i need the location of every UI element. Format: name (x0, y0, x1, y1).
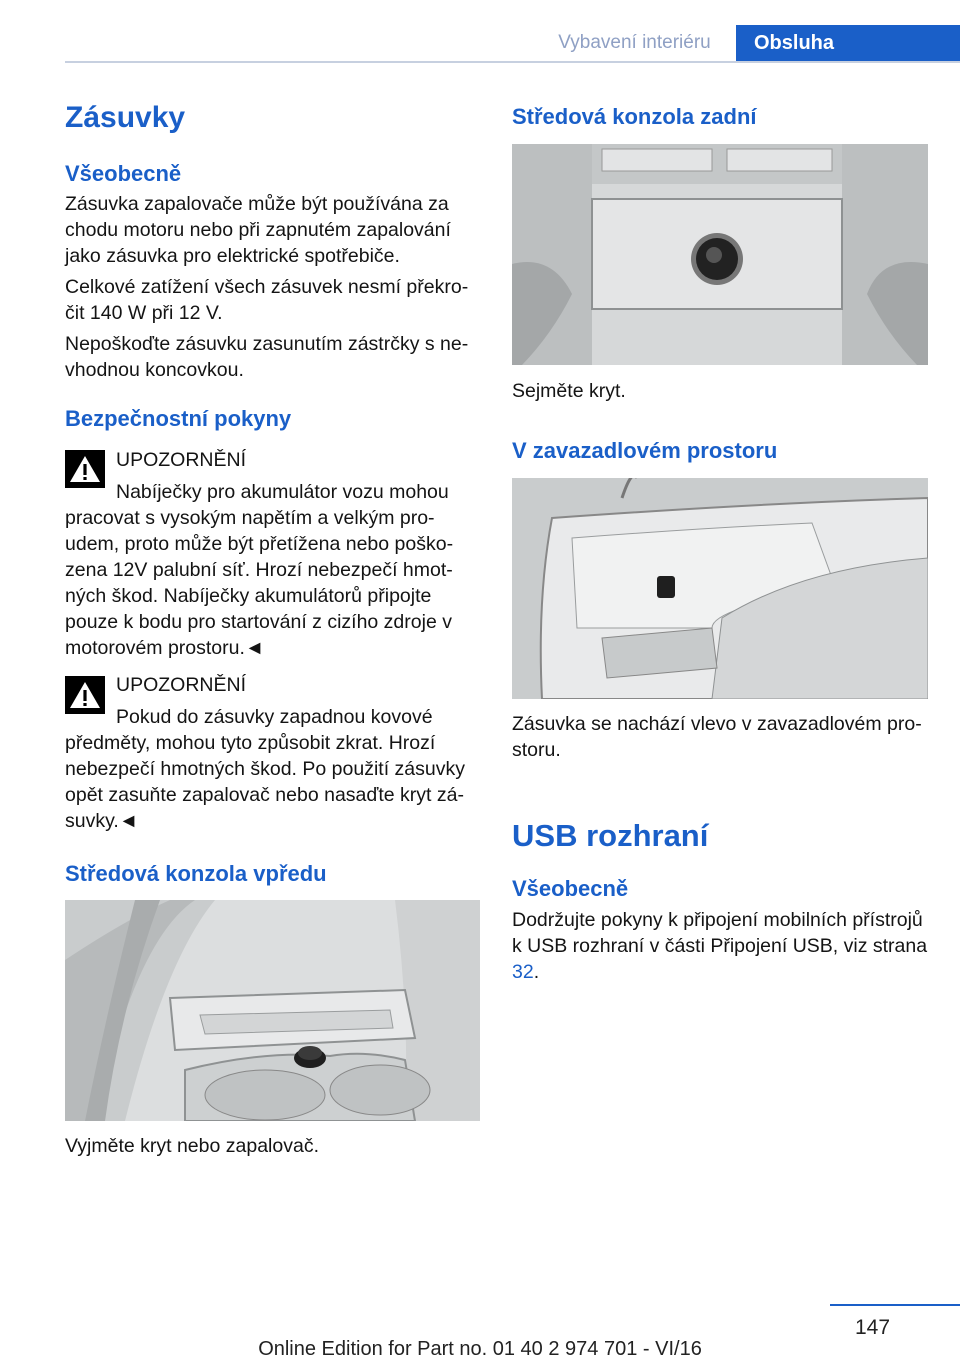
front-console-heading: Středová konzola vpředu (65, 861, 327, 886)
footer-edition: Online Edition for Part no. 01 40 2 974 701 - VI/16 (258, 1338, 702, 1360)
header-rule (65, 61, 960, 63)
usb-paragraph-end: . (533, 961, 540, 983)
rear-console-heading: Středová konzola zadní (512, 104, 757, 129)
front-console-caption: Vyjměte kryt nebo zapalovač. (65, 1135, 319, 1157)
header-active-tab[interactable]: Obsluha (736, 25, 960, 63)
footer-rule (830, 1304, 960, 1306)
safety-heading: Bezpečnostní pokyny (65, 406, 292, 431)
warning-2-block (65, 704, 480, 834)
trunk-heading: V zavazadlovém prostoru (512, 438, 778, 463)
warning-1-block (65, 479, 480, 661)
usb-title: USB rozhraní (512, 818, 709, 853)
header-section-tab[interactable]: Vybavení interiéru (558, 32, 711, 53)
warning-2-label: UPOZORNĚNÍ (116, 674, 247, 696)
page-number: 147 (855, 1316, 891, 1339)
usb-general-heading: Všeobecně (512, 876, 629, 901)
rear-console-socket-image (512, 144, 928, 365)
warning-1-label: UPOZORNĚNÍ (116, 449, 247, 471)
page-title: Zásuvky (65, 101, 186, 134)
trunk-caption: Zásuvka se nachází vlevo v zavazadlovém prostoru. (512, 713, 922, 761)
general-heading: Všeobecně (65, 161, 182, 186)
warning-1-text: Nabíječky pro akumulátor vozu mohou pracovat s vysokým napětím a velkým proudem, proto může být přetížena nebo poškozena 12V palubní síť. Hrozí nebezpečí hmotných škod. Nabíječky akumulátorů připojte pouze k bodu pro startování z cizího zdroje v motorovém prostoru.◄ (65, 481, 454, 659)
trunk-socket-image (512, 478, 928, 699)
page-reference-link[interactable]: 32 (512, 961, 534, 983)
general-paragraph-2: Celkové zatížení všech zásuvek nesmí překročit 140 W při 12 V. (65, 276, 469, 324)
general-paragraph-3: Nepoškoďte zásuvku zasunutím zástrčky s nevhodnou koncovkou. (65, 333, 469, 381)
usb-paragraph (512, 907, 928, 985)
warning-2-text: Pokud do zásuvky zapadnou kovové předměty, mohou tyto způsobit zkrat. Hrozí nebezpečí hmotných škod. Po použití zásuvky opět zasuňte zapalovač nebo nasaďte kryt zásuvky.◄ (65, 706, 465, 832)
general-paragraph-1: Zásuvka zapalovače může být používána za chodu motoru nebo při zapnutém zapalování jako zásuvka pro elektrické spotřebiče. (65, 193, 451, 267)
rear-console-caption: Sejměte kryt. (512, 380, 626, 402)
usb-paragraph-text: Dodržujte pokyny k připojení mobilních přístrojů k USB rozhraní v části Připojení USB, viz strana (512, 909, 928, 957)
front-console-socket-image (65, 900, 480, 1121)
